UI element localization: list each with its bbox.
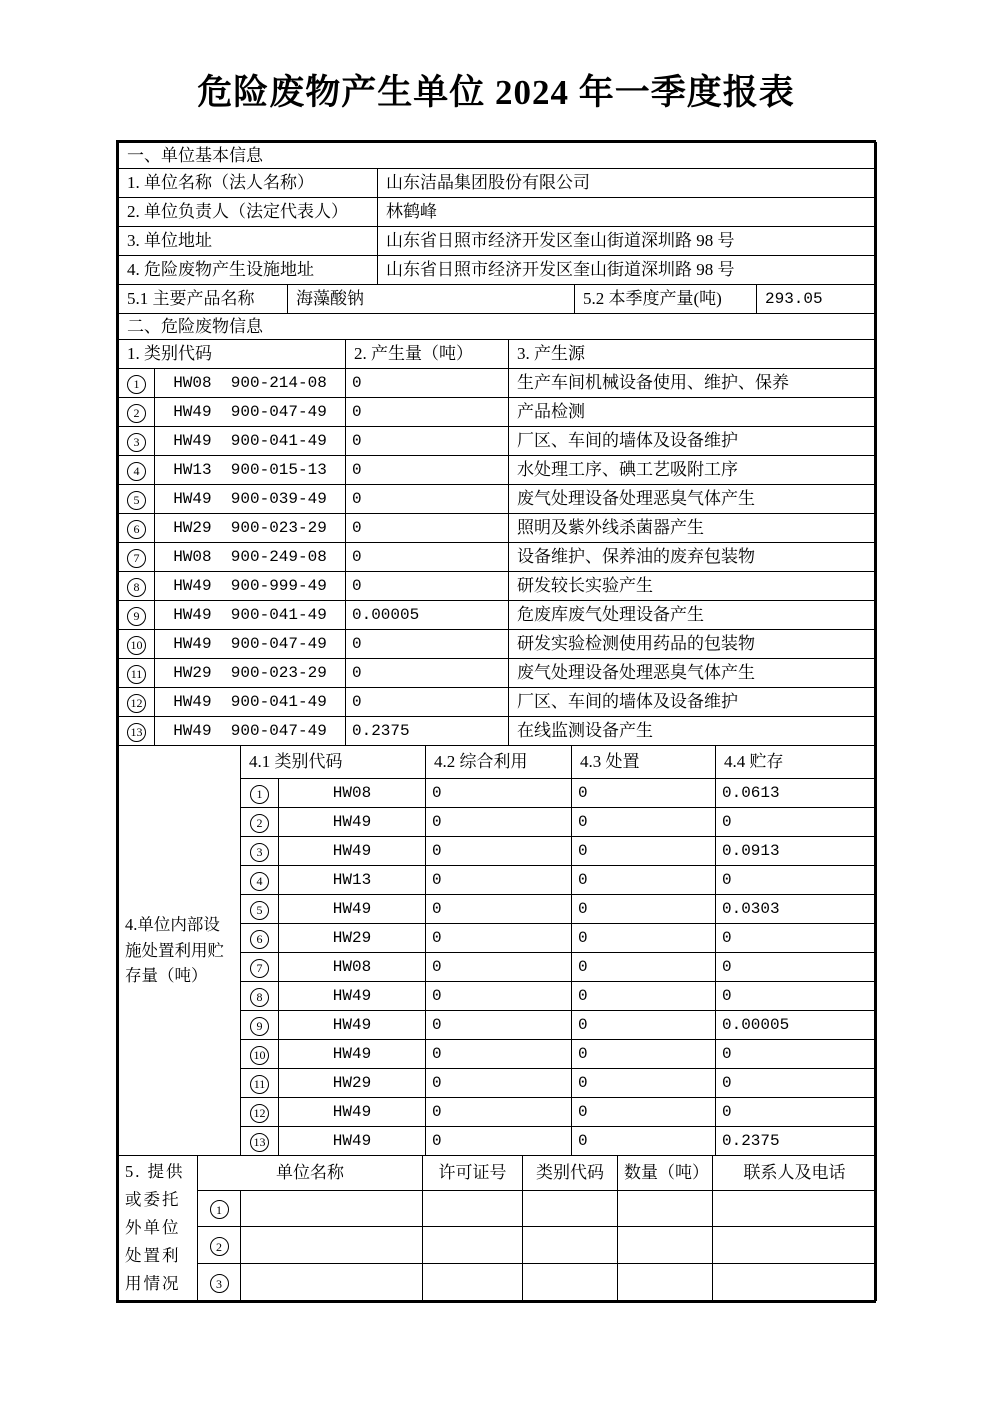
waste-source: 厂区、车间的墙体及设备维护 (509, 688, 877, 717)
recycle-amount: 0 (426, 1069, 572, 1098)
external-contact (713, 1264, 877, 1301)
col-generated-amount: 2. 产生量（吨） (346, 340, 509, 369)
row-number (241, 1011, 279, 1040)
table-row (119, 255, 877, 284)
waste-amount: 0 (346, 659, 509, 688)
circled-number: 9 (127, 607, 146, 626)
recycle-amount: 0 (426, 924, 572, 953)
external-code (523, 1190, 618, 1227)
dispose-amount: 0 (572, 1127, 716, 1156)
waste-row (119, 543, 877, 572)
dispose-amount: 0 (572, 1098, 716, 1127)
circled-number: 2 (250, 814, 269, 833)
waste-code: HW29 900-023-29 (155, 659, 346, 688)
storage-amount: 0 (716, 1069, 877, 1098)
waste-source: 废气处理设备处理恶臭气体产生 (509, 485, 877, 514)
facility-address-value: 山东省日照市经济开发区奎山街道深圳路 98 号 (378, 255, 877, 284)
circled-number: 1 (127, 375, 146, 394)
row-number (198, 1264, 241, 1301)
disposal-code: HW29 (279, 1069, 426, 1098)
recycle-amount: 0 (426, 1098, 572, 1127)
dispose-amount: 0 (572, 837, 716, 866)
table-row (119, 168, 877, 197)
disposal-code: HW49 (279, 837, 426, 866)
col-unit-name: 单位名称 (198, 1156, 423, 1191)
circled-number: 3 (127, 433, 146, 452)
col-category-code5: 类别代码 (523, 1156, 618, 1191)
row-number (119, 456, 155, 485)
disposal-code: HW49 (279, 982, 426, 1011)
waste-row (119, 630, 877, 659)
row-number (119, 485, 155, 514)
circled-number: 12 (250, 1104, 269, 1123)
circled-number: 1 (210, 1200, 229, 1219)
col-43-disposal: 4.3 处置 (572, 746, 716, 779)
recycle-amount: 0 (426, 808, 572, 837)
row-number (241, 924, 279, 953)
waste-amount: 0 (346, 543, 509, 572)
waste-code: HW13 900-015-13 (155, 456, 346, 485)
external-row (119, 1227, 877, 1264)
circled-number: 9 (250, 1017, 269, 1036)
waste-amount: 0 (346, 630, 509, 659)
waste-source: 水处理工序、碘工艺吸附工序 (509, 456, 877, 485)
external-qty (618, 1264, 713, 1301)
circled-number: 5 (250, 901, 269, 920)
waste-source: 研发较长实验产生 (509, 572, 877, 601)
waste-code: HW08 900-249-08 (155, 543, 346, 572)
waste-source: 危废库废气处理设备产生 (509, 601, 877, 630)
external-contact (713, 1227, 877, 1264)
circled-number: 8 (250, 988, 269, 1007)
circled-number: 2 (210, 1237, 229, 1256)
row-number (119, 369, 155, 398)
external-code (523, 1264, 618, 1301)
disposal-code: HW49 (279, 1011, 426, 1040)
col-42-comprehensive-use: 4.2 综合利用 (426, 746, 572, 779)
row-number (241, 982, 279, 1011)
waste-code: HW49 900-041-49 (155, 601, 346, 630)
circled-number: 13 (250, 1133, 269, 1152)
circled-number: 8 (127, 578, 146, 597)
waste-code: HW08 900-214-08 (155, 369, 346, 398)
disposal-code: HW49 (279, 895, 426, 924)
waste-source: 产品检测 (509, 398, 877, 427)
product-row-table (118, 284, 877, 314)
circled-number: 13 (127, 723, 146, 742)
section2-colheader-table (118, 339, 877, 369)
disposal-code: HW08 (279, 953, 426, 982)
circled-number: 4 (250, 872, 269, 891)
unit-name-value: 山东洁晶集团股份有限公司 (378, 168, 877, 197)
dispose-amount: 0 (572, 924, 716, 953)
waste-row (119, 398, 877, 427)
storage-amount: 0.00005 (716, 1011, 877, 1040)
recycle-amount: 0 (426, 982, 572, 1011)
waste-row (119, 572, 877, 601)
recycle-amount: 0 (426, 837, 572, 866)
waste-amount: 0 (346, 485, 509, 514)
row-number (241, 1069, 279, 1098)
external-row (119, 1264, 877, 1301)
waste-row (119, 601, 877, 630)
row-number (119, 572, 155, 601)
row-number (241, 953, 279, 982)
row-number (119, 688, 155, 717)
table-row (119, 197, 877, 226)
waste-row (119, 456, 877, 485)
section1-header: 一、单位基本信息 (119, 142, 877, 168)
row-number (119, 427, 155, 456)
disposal-code: HW49 (279, 1040, 426, 1069)
dispose-amount: 0 (572, 866, 716, 895)
dispose-amount: 0 (572, 1040, 716, 1069)
storage-amount: 0 (716, 1098, 877, 1127)
unit-head-label: 2. 单位负责人（法定代表人） (119, 197, 378, 226)
waste-source: 研发实验检测使用药品的包装物 (509, 630, 877, 659)
waste-row (119, 485, 877, 514)
col-category-code: 1. 类别代码 (119, 340, 346, 369)
row-number (119, 514, 155, 543)
external-row (119, 1190, 877, 1227)
unit-name-label: 1. 单位名称（法人名称） (119, 168, 378, 197)
circled-number: 7 (127, 549, 146, 568)
waste-amount: 0.2375 (346, 717, 509, 746)
row-number (198, 1227, 241, 1264)
waste-code: HW49 900-999-49 (155, 572, 346, 601)
circled-number: 6 (250, 930, 269, 949)
unit-address-label: 3. 单位地址 (119, 226, 378, 255)
section1-info-table (118, 168, 877, 285)
row-number (198, 1190, 241, 1227)
row-number (119, 659, 155, 688)
col-permit-number: 许可证号 (423, 1156, 523, 1191)
circled-number: 5 (127, 491, 146, 510)
external-unit-name (241, 1190, 423, 1227)
waste-amount: 0 (346, 456, 509, 485)
row-number (119, 601, 155, 630)
section2-header: 二、危险废物信息 (119, 313, 877, 339)
section1-header-table (118, 142, 877, 169)
dispose-amount: 0 (572, 895, 716, 924)
waste-row (119, 514, 877, 543)
waste-code: HW49 900-041-49 (155, 688, 346, 717)
row-number (119, 398, 155, 427)
facility-address-label: 4. 危险废物产生设施地址 (119, 255, 378, 284)
storage-amount: 0 (716, 924, 877, 953)
waste-row (119, 688, 877, 717)
product-name-value: 海藻酸钠 (288, 284, 575, 313)
external-code (523, 1227, 618, 1264)
waste-code: HW49 900-041-49 (155, 427, 346, 456)
waste-source: 照明及紫外线杀菌器产生 (509, 514, 877, 543)
row-number (241, 1098, 279, 1127)
storage-amount: 0 (716, 1040, 877, 1069)
section2-header-table (118, 313, 877, 340)
disposal-code: HW13 (279, 866, 426, 895)
waste-source: 废气处理设备处理恶臭气体产生 (509, 659, 877, 688)
circled-number: 2 (127, 404, 146, 423)
row-number (241, 866, 279, 895)
external-contact (713, 1190, 877, 1227)
waste-amount: 0.00005 (346, 601, 509, 630)
circled-number: 7 (250, 959, 269, 978)
storage-amount: 0.0913 (716, 837, 877, 866)
unit-address-value: 山东省日照市经济开发区奎山街道深圳路 98 号 (378, 226, 877, 255)
col-contact-phone: 联系人及电话 (713, 1156, 877, 1191)
recycle-amount: 0 (426, 1011, 572, 1040)
dispose-amount: 0 (572, 1069, 716, 1098)
disposal-code: HW49 (279, 1098, 426, 1127)
col-generation-source: 3. 产生源 (509, 340, 877, 369)
row-number (241, 779, 279, 808)
row-number (119, 717, 155, 746)
row-number (241, 1127, 279, 1156)
row-number (241, 1040, 279, 1069)
disposal-code: HW49 (279, 1127, 426, 1156)
report-table (116, 140, 876, 1304)
waste-code: HW29 900-023-29 (155, 514, 346, 543)
storage-amount: 0.0613 (716, 779, 877, 808)
external-permit (423, 1190, 523, 1227)
waste-row (119, 369, 877, 398)
waste-info-table (118, 368, 877, 746)
waste-amount: 0 (346, 572, 509, 601)
row-number (241, 837, 279, 866)
circled-number: 12 (127, 694, 146, 713)
dispose-amount: 0 (572, 1011, 716, 1040)
waste-source: 在线监测设备产生 (509, 717, 877, 746)
circled-number: 3 (210, 1274, 229, 1293)
row-number (241, 808, 279, 837)
waste-row (119, 659, 877, 688)
external-disposal-label: 5. 提供或委托外单位处置利用情况 (119, 1156, 198, 1301)
waste-amount: 0 (346, 688, 509, 717)
dispose-amount: 0 (572, 779, 716, 808)
storage-amount: 0 (716, 953, 877, 982)
storage-amount: 0 (716, 866, 877, 895)
row-number (241, 895, 279, 924)
col-quantity: 数量（吨） (618, 1156, 713, 1191)
external-disposal-table (118, 1155, 877, 1301)
table-row (119, 284, 877, 313)
storage-amount: 0.2375 (716, 1127, 877, 1156)
circled-number: 11 (250, 1075, 269, 1094)
circled-number: 11 (127, 665, 146, 684)
waste-row (119, 717, 877, 746)
unit-head-value: 林鹤峰 (378, 197, 877, 226)
col-41-category-code: 4.1 类别代码 (241, 746, 426, 779)
disposal-code: HW29 (279, 924, 426, 953)
waste-source: 生产车间机械设备使用、维护、保养 (509, 369, 877, 398)
recycle-amount: 0 (426, 895, 572, 924)
external-qty (618, 1190, 713, 1227)
dispose-amount: 0 (572, 808, 716, 837)
external-unit-name (241, 1227, 423, 1264)
dispose-amount: 0 (572, 953, 716, 982)
disposal-code: HW49 (279, 808, 426, 837)
storage-amount: 0.0303 (716, 895, 877, 924)
circled-number: 10 (127, 636, 146, 655)
row-number (119, 630, 155, 659)
disposal-code: HW08 (279, 779, 426, 808)
internal-disposal-label: 4.单位内部设施处置利用贮存量（吨） (119, 746, 241, 1156)
recycle-amount: 0 (426, 1040, 572, 1069)
waste-amount: 0 (346, 427, 509, 456)
quarter-output-value: 293.05 (757, 284, 877, 313)
recycle-amount: 0 (426, 866, 572, 895)
waste-source: 厂区、车间的墙体及设备维护 (509, 427, 877, 456)
external-permit (423, 1264, 523, 1301)
circled-number: 1 (250, 785, 269, 804)
recycle-amount: 0 (426, 953, 572, 982)
waste-row (119, 427, 877, 456)
quarter-output-label: 5.2 本季度产量(吨) (575, 284, 757, 313)
recycle-amount: 0 (426, 779, 572, 808)
circled-number: 3 (250, 843, 269, 862)
waste-amount: 0 (346, 514, 509, 543)
internal-disposal-table (118, 745, 877, 1156)
row-number (119, 543, 155, 572)
storage-amount: 0 (716, 808, 877, 837)
circled-number: 10 (250, 1046, 269, 1065)
external-permit (423, 1227, 523, 1264)
external-unit-name (241, 1264, 423, 1301)
waste-amount: 0 (346, 369, 509, 398)
table-row (119, 226, 877, 255)
page-title: 危险废物产生单位 2024 年一季度报表 (197, 73, 795, 112)
recycle-amount: 0 (426, 1127, 572, 1156)
dispose-amount: 0 (572, 982, 716, 1011)
external-qty (618, 1227, 713, 1264)
waste-amount: 0 (346, 398, 509, 427)
waste-code: HW49 900-047-49 (155, 630, 346, 659)
waste-source: 设备维护、保养油的废弃包装物 (509, 543, 877, 572)
waste-code: HW49 900-039-49 (155, 485, 346, 514)
waste-code: HW49 900-047-49 (155, 398, 346, 427)
circled-number: 4 (127, 462, 146, 481)
waste-code: HW49 900-047-49 (155, 717, 346, 746)
col-44-storage: 4.4 贮存 (716, 746, 877, 779)
circled-number: 6 (127, 520, 146, 539)
storage-amount: 0 (716, 982, 877, 1011)
product-name-label: 5.1 主要产品名称 (119, 284, 288, 313)
